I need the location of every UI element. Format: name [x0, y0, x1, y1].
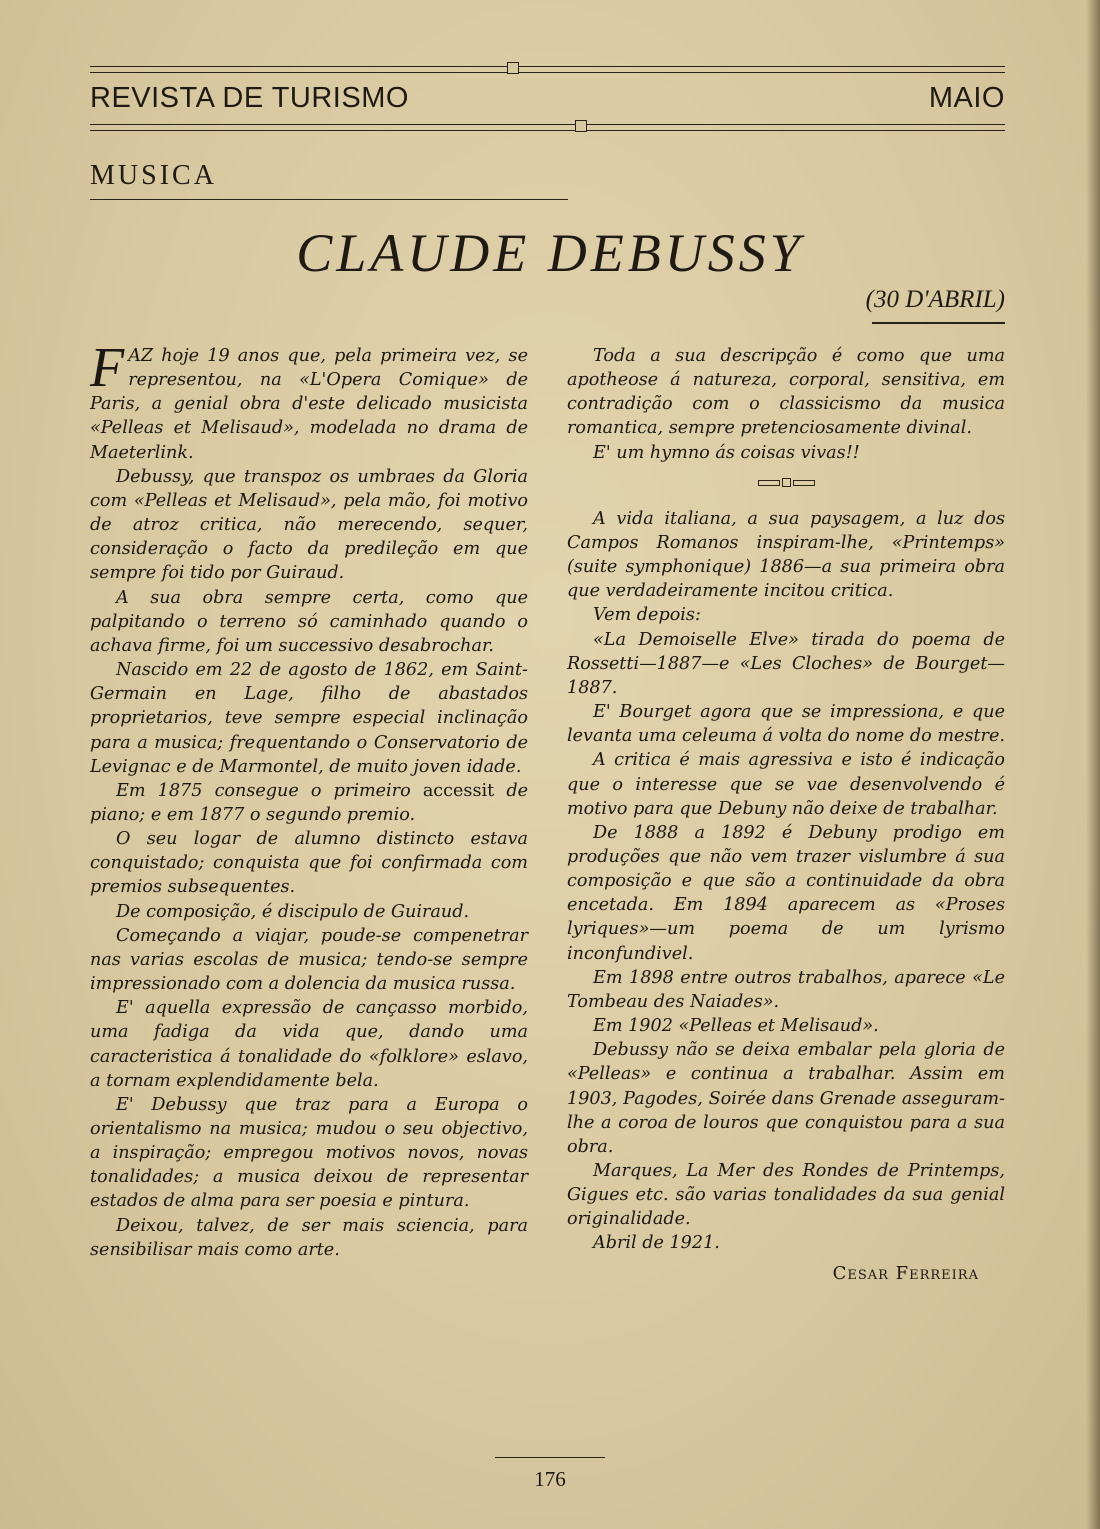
paragraph: Em 1902 «Pelleas et Melisaud».: [593, 1016, 879, 1037]
paragraph: De composição, é discipulo de Guiraud.: [116, 901, 470, 922]
magazine-title: REVISTA DE TURISMO: [90, 82, 409, 114]
section-rule: [90, 199, 568, 200]
paragraph: FAZ hoje 19 anos que, pela primeira vez, se representou, na «L'Opera Comique» de Paris, a genial obra d'este delicado musicista «Pelleas et Melisaud», modelada no drama de Maeterlink.: [90, 337, 528, 463]
paragraph: E' um hymno ás coisas vivas!!: [593, 442, 860, 463]
paragraph: Nascido em 22 de agosto de 1862, em Saint-Germain en Lage, filho de abastados proprietarios, teve sempre especial inclinação para a musica; frequentando o Conservatorio de Levignac e de Marmontel, de muito joven idade.: [90, 660, 528, 777]
paragraph: Debussy, que transpoz os umbraes da Gloria com «Pelleas et Melisaud», pela mão, foi motivo de atroz critica, não merecendo, sequer, consideração o facto da predileção em que sempre foi tido por Guiraud.: [90, 466, 528, 584]
paragraph: A critica é mais agressiva e isto é indicação que o interesse que se vae desenvolvendo é motivo para que Debuny não deixe de trabalhar.: [567, 750, 1005, 819]
paragraph: Debussy não se deixa embalar pela gloria de «Pelleas» e continua a trabalhar. Assim em 1903, Pagodes, Soirée dans Grenade asseguram-lhe a coroa de louros que conquistou para a sua obra.: [567, 1040, 1005, 1157]
paragraph: E' aquella expressão de cançasso morbido, uma fadiga da vida que, dando uma caracteristica á tonalidade do «folklore» eslavo, a tornam explendidamente bela.: [90, 998, 528, 1091]
paragraph: E' Bourget agora que se impressiona, e que levanta uma celeuma á volta do nome do mestre.: [567, 702, 1005, 747]
section-heading: MUSICA: [90, 160, 217, 191]
article-subtitle: (30 D'ABRIL): [865, 286, 1005, 313]
paragraph: A vida italiana, a sua paysagem, a luz dos Campos Romanos inspiram-lhe, «Printemps» (suite symphonique) 1886—a sua primeira obra que verdadeiramente incitou critica.: [567, 508, 1005, 602]
paragraph: Vem depois:: [593, 605, 701, 626]
article-author: Cesar Ferreira: [832, 1262, 979, 1284]
paragraph: Marques, La Mer des Rondes de Printemps, Gigues etc. são varias tonalidades da sua genial originalidade.: [567, 1161, 1005, 1230]
page-number: 176: [534, 1467, 566, 1491]
paragraph: O seu logar de alumno distincto estava conquistado; conquista que foi confirmada com premios subsequentes.: [90, 829, 528, 898]
footer-rule: [495, 1457, 605, 1458]
issue-month: MAIO: [928, 82, 1005, 114]
paragraph: E' Debussy que traz para a Europa o orientalismo na musica; mudou o seu objectivo, a inspiração; empregou motivos novos, novas tonalidades; a musica deixou de representar estados de alma para ser poesia e pintura.: [90, 1094, 528, 1212]
article-date: Abril de 1921.: [593, 1233, 720, 1254]
right-column: [567, 344, 1005, 1286]
accessit-term: accessit: [422, 780, 495, 801]
ornament-separator: [567, 479, 1005, 487]
ornament-box: [575, 120, 587, 132]
subtitle-rule: [872, 322, 1005, 324]
paragraph: A sua obra sempre certa, como que palpitando o terreno só caminhado quando o achava firme, foi um successivo desabrochar.: [90, 587, 528, 656]
paragraph: De 1888 a 1892 é Debuny prodigo em produções que não vem trazer vislumbre á sua composição e que são a continuidade da obra encetada. Em 1894 aparecem as «Proses lyriques»—um poema de um lyrismo inconfundivel.: [567, 822, 1005, 964]
drop-cap: F: [90, 337, 125, 399]
article-title: CLAUDE DEBUSSY: [296, 223, 804, 283]
paragraph: Em 1898 entre outros trabalhos, aparece «Le Tombeau des Naiades».: [567, 967, 1005, 1012]
paragraph: Começando a viajar, poude-se compenetrar nas varias escolas de musica; tendo-se sempre impressionado com a dolencia da musica russa.: [90, 925, 528, 995]
paragraph: Em 1875 consegue o primeiro accessit de piano; e em 1877 o segundo premio.: [90, 780, 529, 825]
ornament-box: [507, 62, 519, 74]
paragraph: Deixou, talvez, de ser mais sciencia, para sensibilisar mais como arte.: [90, 1215, 528, 1260]
paragraph: Toda a sua descripção é como que uma apotheose á natureza, corporal, sensitiva, em contradição com o classicismo da musica romantica, sempre pretenciosamente divinal.: [567, 346, 1005, 439]
left-column: [90, 337, 529, 1262]
paragraph: «La Demoiselle Elve» tirada do poema de Rossetti—1887—e «Les Cloches» de Bourget—1887.: [567, 629, 1005, 698]
